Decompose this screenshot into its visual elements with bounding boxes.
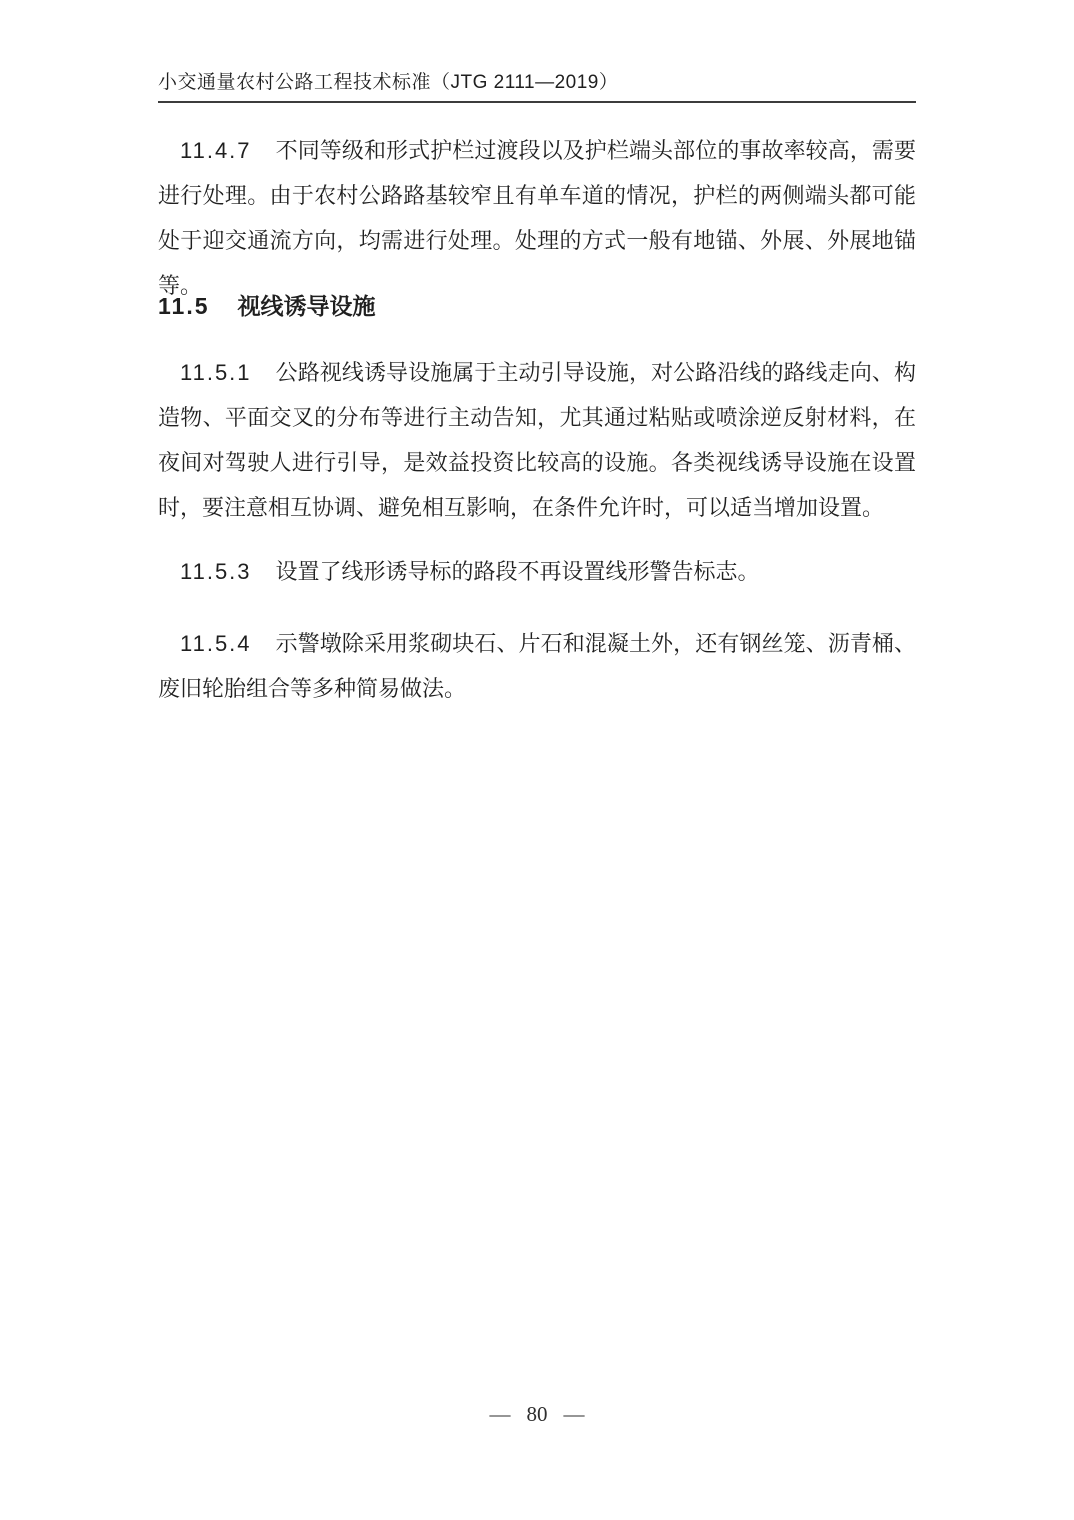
- paragraph-text-11-5-3: 设置了线形诱导标的路段不再设置线形警告标志。: [275, 559, 760, 584]
- paragraph-text-11-5-1: 公路视线诱导设施属于主动引导设施，对公路沿线的路线走向、构造物、平面交叉的分布等进行主动告知，尤其通过粘贴或喷涂逆反射材料，在夜间对驾驶人进行引导，是效益投资比较高的设施。各类视线诱导设施在设置时，要注意相互协调、避免相互影响，在条件允许时，可以适当增加设置。: [158, 360, 916, 520]
- header-title: 小交通量农村公路工程技术标准（JTG 2111—2019）: [158, 72, 619, 93]
- section-number-11-5-4: 11.5.4: [180, 631, 252, 656]
- paragraph-11-5-4: [158, 621, 916, 711]
- paragraph-text-11-5-4: 示警墩除采用浆砌块石、片石和混凝土外，还有钢丝笼、沥青桶、废旧轮胎组合等多种简易做法。: [158, 631, 916, 701]
- page-header: [158, 70, 916, 103]
- page-footer: [158, 1399, 916, 1429]
- footer-dash-left: —: [489, 1402, 511, 1426]
- paragraph-text-11-4-7: 不同等级和形式护栏过渡段以及护栏端头部位的事故率较高，需要进行处理。由于农村公路路基较窄且有单车道的情况，护栏的两侧端头都可能处于迎交通流方向，均需进行处理。处理的方式一般有地锚、外展、外展地锚等。: [158, 138, 916, 298]
- section-number-11-4-7: 11.4.7: [180, 138, 252, 163]
- heading-title-11-5: 视线诱导设施: [237, 293, 376, 319]
- page-number: 80: [526, 1402, 548, 1426]
- footer-dash-right: —: [563, 1402, 585, 1426]
- paragraph-11-5-1: [158, 350, 916, 530]
- heading-number-11-5: 11.5: [158, 293, 210, 319]
- section-heading-11-5: [158, 285, 916, 327]
- section-number-11-5-3: 11.5.3: [180, 559, 252, 584]
- paragraph-11-4-7: [158, 128, 916, 308]
- section-number-11-5-1: 11.5.1: [180, 360, 252, 385]
- paragraph-11-5-3: [158, 549, 916, 594]
